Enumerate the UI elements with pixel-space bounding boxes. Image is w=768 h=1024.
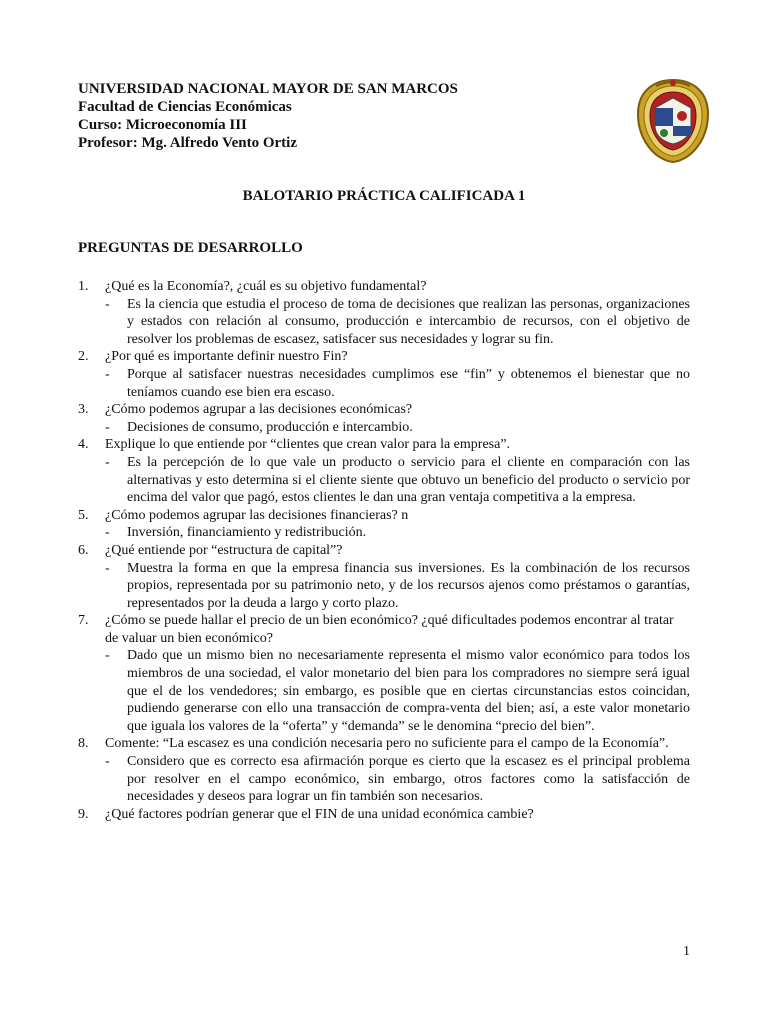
answer <box>105 560 690 613</box>
bullet-dash: - <box>105 296 110 312</box>
answer <box>105 296 690 349</box>
question-number: 3. <box>78 402 89 418</box>
answer-text: Dado que un mismo bien no necesariamente representa el mismo valor económico para todos los miembros de una sociedad, el valor monetario del bien para los compradores no siempre será igual que el de los vendedores; sin embargo, es posible que en ciertas circunstancias estos coincidan, pudiendo generarse con ello una transacción de compra-venta del bien; así, a este valor monetario que iguala los valores de la “oferta” y “demanda” se le denomina “precio del bien”. <box>127 648 690 734</box>
question-item <box>78 436 690 506</box>
answer <box>105 419 690 437</box>
question-text: ¿Qué es la Economía?, ¿cuál es su objetivo fundamental? <box>105 279 427 294</box>
answer-text: Porque al satisfacer nuestras necesidades cumplimos ese “fin” y obtenemos el bienestar que no teníamos cuando ese bien era escaso. <box>127 366 690 400</box>
answer-text: Es la ciencia que estudia el proceso de toma de decisiones que realizan las personas, organizaciones y estados con relación al consumo, producción e intercambio de recursos, con el objetivo de resolver los problemas de escasez, satisfacer sus necesidades y lograr su fin. <box>127 296 690 347</box>
question-text: ¿Qué entiende por “estructura de capital”? <box>105 542 343 558</box>
question-text: ¿Cómo podemos agrupar las decisiones financieras? n <box>105 507 409 523</box>
question-item <box>78 806 690 824</box>
question-text: Comente: “La escasez es una condición necesaria pero no suficiente para el campo de la Economía”. <box>105 736 669 752</box>
answer <box>105 366 690 401</box>
bullet-dash: - <box>105 454 110 470</box>
question-number: 5. <box>78 507 89 523</box>
bullet-dash: - <box>105 419 110 435</box>
bullet-dash: - <box>105 560 110 576</box>
course-name: Curso: Microeconomía III <box>78 117 247 133</box>
bullet-dash: - <box>105 754 110 770</box>
question-number: 2. <box>78 349 89 365</box>
question-item <box>78 735 690 805</box>
answer-text: Muestra la forma en que la empresa financia sus inversiones. Es la combinación de los recursos propios, representada por su patrimonio neto, y de los recursos ajenos como préstamos o garantías, representados por la deuda a largo y corto plazo. <box>127 560 690 611</box>
question-item <box>78 401 690 436</box>
university-name: UNIVERSIDAD NACIONAL MAYOR DE SAN MARCOS <box>78 81 458 97</box>
bullet-dash: - <box>105 525 110 541</box>
answer <box>105 753 690 806</box>
question-text: ¿Cómo se puede hallar el precio de un bien económico? ¿qué dificultades podemos encontrar al tratar de valuar un bien económico? <box>105 613 674 646</box>
question-text: ¿Cómo podemos agrupar a las decisiones económicas? <box>105 402 413 418</box>
answer <box>105 454 690 507</box>
question-item <box>78 542 690 612</box>
answer-text: Considero que es correcto esa afirmación porque es cierto que la escasez es el principal problema por resolver en el campo económico, sin embargo, otros factores como la satisfacción de necesidades y deseos para lograr un fin también son necesarios. <box>127 754 690 805</box>
document-header <box>78 80 598 152</box>
question-item <box>78 348 690 401</box>
answer <box>105 524 690 542</box>
answer-text: Decisiones de consumo, producción e intercambio. <box>127 419 413 435</box>
answer-text: Es la percepción de lo que vale un producto o servicio para el cliente en comparación con las alternativas y esto determina si el cliente siente que obtuvo un beneficio del producto o servicio por encima del valor que pagó, estos clientes le dan una gran ventaja competitiva a la empresa. <box>127 454 690 506</box>
question-text: ¿Qué factores podrían generar que el FIN de una unidad económica cambie? <box>105 806 534 822</box>
question-number: 6. <box>78 542 89 558</box>
faculty-name: Facultad de Ciencias Económicas <box>78 99 292 115</box>
question-number: 4. <box>78 437 89 453</box>
page-number: 1 <box>683 944 690 959</box>
question-number: 7. <box>78 613 89 629</box>
document-title: BALOTARIO PRÁCTICA CALIFICADA 1 <box>242 188 526 204</box>
question-text: Explique lo que entiende por “clientes que crean valor para la empresa”. <box>105 437 511 453</box>
section-heading: PREGUNTAS DE DESARROLLO <box>78 240 303 256</box>
bullet-dash: - <box>105 648 110 664</box>
answer-text: Inversión, financiamiento y redistribución. <box>127 525 367 541</box>
question-text: ¿Por qué es importante definir nuestro Fin? <box>105 349 348 365</box>
professor-name: Profesor: Mg. Alfredo Vento Ortiz <box>78 135 297 151</box>
question-item <box>78 507 690 542</box>
bullet-dash: - <box>105 366 110 382</box>
answer <box>105 647 690 735</box>
question-number: 8. <box>78 736 89 752</box>
question-list <box>78 278 690 823</box>
question-number: 9. <box>78 806 89 822</box>
question-item <box>78 278 690 348</box>
question-item <box>78 612 690 735</box>
question-number: 1. <box>78 279 89 294</box>
university-seal-icon <box>636 78 710 164</box>
